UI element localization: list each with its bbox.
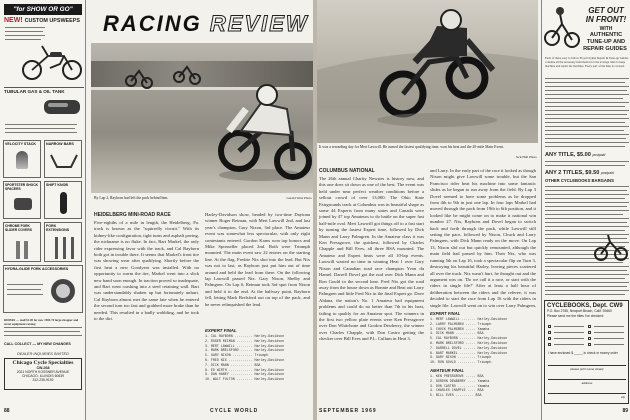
result-row: 1. KEN PRESSGROVE ..... BSA	[430, 374, 484, 378]
fork-icon	[16, 241, 20, 259]
article-title: HEIDELBERG MINI-ROAD RACE	[94, 212, 171, 218]
ad-tank-title: TUBULAR GAS & OIL TANK	[4, 87, 84, 94]
ad-other-bargains: OTHER CYCLEBOOKS BARGAINS	[545, 178, 614, 183]
fork-extension-label: FORK EXTENSIONS	[46, 224, 70, 232]
result-row: 4. CHARLES CHAPPLE .... BSA	[430, 388, 484, 393]
ad-headline-new: NEW!	[4, 17, 23, 24]
any-title-price: ANY TITLE, $5.00	[545, 152, 591, 158]
columbus-column-2: and Larry. In the early part of the race it looked as though Nixon might give Lawwill some trouble, but the San Francisco rider beat his machine into some fantastic slides as he began to run away from the field. By Lap 3 Dovel seemed to have some problems as he dropped from 4th to 9th in just one lap. In four laps Markel had moved through the pack from 19th to 6th position, and it looked like he might come on to make it national win number 27. Nix, Rayborn and Dovel began to switch back and forth through the pack, while Lawwill still setting the pace, followed by Nixon, Chuck and Larry Palmgren, with Dick Mann ready on the move. On Lap 13, Nixon slid out but quickly remounted, although the main field had passed by him. Then Nix, who was running 5th on Lap 16, took a spectacular flip on Turn 3, destroying his beautiful Harley, leaving pieces scattered all over the track. Nix wasn't hurt, he thought out and the argument was on. 'Do we call it a race, or start with the riders in single file?' After at least a half hour of deliberation between the riders and the referee, it was decided to start the race from Lap 16 with the riders in single file. Lawwill went on to win over Larry Palmgren,	[430, 168, 536, 308]
dirt-bike-illustration	[544, 4, 580, 48]
sportster-label: SPORTSTER SHOCK SPACERS	[5, 183, 38, 191]
handlebar-icon	[49, 153, 79, 169]
any2-title-price: ANY 2 TITLES, $9.50	[545, 170, 600, 176]
ad-order-prompt: Please send me the titles I've checked:	[547, 314, 604, 318]
address-field-label: address	[581, 381, 593, 385]
chrome-fork-label: CHROME FORK SLIDER COVERS	[5, 224, 32, 232]
dealer-inquiries: DEALER INQUIRIES INVITED	[17, 352, 69, 356]
lawwill-race-photo	[317, 0, 538, 143]
right-ad-column	[541, 0, 630, 420]
ad-company-name: CYCLEBOOKS, Dept. CW9	[547, 303, 623, 309]
result-row: 9. DAN HANEY ........... Harley-Davidson	[205, 372, 285, 377]
company-name: Chicago Cycle Specialties	[12, 360, 74, 366]
company-address1: 2021 NORTH KOSSNER AVENUE	[16, 370, 70, 374]
ad-get-out: GET OUT	[588, 6, 624, 15]
result-row: 1. CAL RAYBORN ......... Harley-Davidson	[205, 334, 285, 338]
result-row: 8. BART MARKEL ........ Harley-Davidson	[430, 350, 508, 355]
columbus-column-1: The 26th annual Charity Newsies is history now, and this one does sit down as one of the best. The event was held under near perfect weather conditions before a sellout crowd of over 13,000. The Ohio State Fairgrounds track at Columbus was in beautiful shape as some 44 Experts from many states and Canada were joined by 47 top Amateurs to do battle on the super fast half-mile oval. Mert Lawwill got things off to a fast start by turning the fastest Expert time, followed by Dick Mann and Larry Palmgren. In the Amateur class it was Ken Pressgrove, the quickest, followed by Charles Chapple and Bill Eves, all three BSA mounted. The Amateur and Expert heats were all 10-lap events. Lawwill wasted no time in winning Heat 1 over Gary Nixon and Canadian road race champion Yvon du Hamel. Darrell Dovel got the nod over Dick Mann and Ron Gould in the second heat. Fred Nix got the road away from the house down as Ronnie and Beat out Larry Palmgren and little Fred Nix in the final Expert go. Dave Aldana, the nation's No. 1 Amateur had equipment problems and could do no better than 7th in his heat, failing to qualify for an Amateur spot. The winners in the first two yellow plate events were Ken Pressgrove over Don Whitchone and Gordon Dewberry, the winner over Charles Chapple, with Don Castro getting the checker over Bill Eves and P.L. Cullum in Heat 3.	[319, 176, 424, 342]
right-footer-date: SEPTEMBER 1969	[319, 408, 377, 414]
racing-review-headline	[103, 11, 313, 41]
result-row: 5. BILL EVES ......... BSA	[430, 393, 482, 398]
result-row: 3. MERT LAWWILL ........ Harley-Davidson	[205, 343, 285, 348]
order-checkbox[interactable]	[548, 337, 551, 340]
ad-any2-title	[545, 170, 629, 176]
result-row: 6. FRED NIX ............ Harley-Davidson	[205, 357, 285, 362]
shift-knob-label: SHIFT KNOB	[46, 183, 68, 187]
motorcycle-racer-figure	[91, 43, 313, 193]
result-row: 6. MARK BRELSFORD ..... Harley-Davidson	[430, 340, 508, 345]
result-row: 7. DARRELL DOVEL ...... Harley-Davidson	[430, 345, 508, 350]
result-row: 8. ED WIRTH ............ Harley-Davidson	[205, 367, 285, 372]
fork-extension-box	[44, 222, 82, 262]
riders-catalog-text: RIDERS — mail $1.00 for new 1969-70 large chopper and street equipment catalog	[4, 318, 79, 326]
company-address2: CHICAGO, ILLINOIS 60639	[21, 374, 65, 378]
any-title-suffix: postpaid	[592, 153, 606, 157]
left-page	[0, 0, 313, 420]
company-phone: 312-235-9192	[32, 378, 54, 382]
address-field[interactable]	[548, 379, 626, 380]
shift-knob-box	[44, 181, 82, 219]
ad-body-text: Each of these easy to follow Floyd Clymer Repair & Tune-up Guides contains all the necessary information for the average rider to keep machine and repair the machine. Every part of the bike is covered.	[545, 56, 629, 68]
result-row: 2. LARRY PALMGREN ..... Triumph	[430, 321, 492, 326]
result-row: 3. DON CASTRO ......... Yamaha	[430, 383, 490, 388]
expert-final-list	[205, 334, 310, 382]
right-photo-credit: Jack Hall Photo	[515, 155, 537, 159]
right-photo-caption: It was a rewarding day for Mert Lawwill. He turned the fastest qualifying time, won his heat and the 20-mile Main Event.	[319, 145, 504, 149]
company-code: CW-268	[36, 366, 50, 370]
shift-knob-icon	[60, 192, 67, 214]
order-checkbox[interactable]	[548, 325, 551, 328]
fork-extension-icon	[55, 237, 58, 259]
ad-form-note: I have enclosed $ _____ in check or money order	[548, 351, 618, 355]
ad-company-address: P.O. Box 2785, Newport Beach, Calif. 92660	[547, 309, 612, 313]
hydra-glide-label: HYDRA-GLIDE FORK ACCESSORIES	[5, 267, 69, 271]
sportster-box	[3, 181, 41, 219]
ad-any-title	[545, 152, 629, 158]
top-race-photo	[91, 43, 313, 193]
result-row: 4. DICK MANN .......... BSA	[430, 331, 484, 336]
columbus-amateur-title: AMATEUR FINAL	[430, 368, 465, 373]
ad-in-front: IN FRONT!	[585, 15, 627, 24]
velocity-stack-box	[3, 140, 41, 178]
columbus-amateur-list	[430, 374, 536, 398]
call-collect-line: CALL COLLECT — MY NEW CHANGES	[4, 342, 71, 346]
ad-headline	[4, 17, 84, 24]
right-page-number: 89	[622, 408, 628, 414]
zip-field-label: zip	[621, 395, 625, 399]
ad-with: WITH	[599, 26, 613, 32]
small-bike-illustration	[594, 232, 628, 262]
headlight-icon	[48, 276, 78, 306]
columbus-expert-list	[430, 317, 536, 365]
top-photo-caption: By Lap 2, Rayborn had left the pack behind him.	[94, 196, 169, 200]
result-row: 5. GARY NIXON .......... Triumph	[205, 353, 269, 358]
order-checkbox[interactable]	[548, 331, 551, 334]
order-checkbox[interactable]	[588, 325, 591, 328]
tank-illustration	[42, 96, 84, 120]
columbus-title: COLUMBUS NATIONAL	[319, 168, 375, 174]
any2-title-suffix: postpaid	[600, 171, 614, 175]
result-row: 3. CHUCK PALMGREN ..... Yamaha	[430, 326, 490, 331]
company-box	[4, 358, 82, 390]
right-page	[317, 0, 630, 420]
order-checkbox[interactable]	[588, 337, 591, 340]
ad-authentic: AUTHENTIC	[589, 32, 623, 38]
result-row: 10. RON GOULD ......... Triumph	[430, 360, 492, 365]
result-row: 1. MERT LAWWILL ....... Harley-Davidson	[430, 317, 508, 321]
headline-review: REVIEW	[209, 11, 309, 36]
ad-banner: "for SHOW OR GO"	[4, 4, 82, 15]
columbus-expert-title: EXPERT FINAL	[430, 311, 461, 316]
result-row: 5. CAL RAYBORN ........ Harley-Davidson	[430, 336, 508, 341]
ad-repair: REPAIR GUIDES	[583, 46, 627, 52]
chopper-illustration	[20, 42, 84, 82]
narrow-bars-label: NARROW BARS	[46, 142, 74, 146]
chrome-fork-box	[3, 222, 41, 262]
name-field-label: please print name clearly	[570, 367, 604, 371]
velocity-stack-label: VELOCITY STACK	[5, 142, 37, 146]
result-row: 2. GORDON DEWBERRY .... Yamaha	[430, 378, 490, 383]
article-column-1: Five-eighths of a mile in length, the Heidelberg, Pa. track is known as the "squirrelly circuit." With its kidney-like configuration, tight turns and asphalt paving, the nickname is no fluke. In fact, Bart Markel, the only rider expressing favor with the track, and Cal Rayborn both got in trouble there. It seems that Markel's front tire was showing wear after qualifying. Shortly before the first heat a new Goodyear was installed. With no opportunity to warm the tire, Markel went into a slick new band soon enough. In traction proved so inadequate, and Bart went crashing into a steel retaining wall. Bart was understandably shaken up but fortunately unhurt. Cal Rayborn almost met the same fate when he entered the second turn too fast and grabbed more brake than he needed. This resulted in a badly wobbling, and he took to the dirt.	[94, 220, 199, 322]
headline-racing: RACING	[103, 11, 202, 36]
narrow-bars-box	[44, 140, 82, 178]
velocity-stack-icon	[16, 151, 28, 169]
ad-tuneup: TUNE-UP AND	[586, 39, 626, 45]
accessory-grid	[3, 140, 83, 262]
expert-final-title: EXPERT FINAL	[205, 328, 237, 333]
article-column-2: Harley-Davidson show, headed by two-time Daytona winner Roger Reiman, with Mert Lawwill 2nd, and last year's champion, Gary Nixon, 3rd place. The Amateur event was somewhat less spectacular, with only eight contestants entered. Gordon Karns won top honors and Mike Sponseller placed 2nd. Both were Triumph mounted. The main event saw 22 entries on the starting line. At the flag, Fredrie Nix shot into the lead. But Nix was not to last, as Rayborn just put him out of time around and held the lead from there. On the following lap Lawwill passed Nix. Gary Nixon, Shelby and Palmgren. On Lap 6, Reiman took 3rd spot from Nixon and held it to the end. At the halfway point, Rayborn fell, letting Mark Brelsford out on top of the pack, and he never relinquished the lead.	[205, 212, 310, 307]
result-row: 4. MARK BRELSFORD ...... Harley-Davidson	[205, 348, 285, 353]
result-row: 10. WALT FULTON ........ Harley-Davidson	[205, 377, 285, 382]
ad-headline-rest: CUSTOM UPSWEEPS	[24, 18, 80, 24]
order-checkbox[interactable]	[588, 331, 591, 334]
top-photo-credit: Gerald West Photo	[286, 196, 312, 200]
lawwill-racer-figure	[317, 0, 538, 143]
left-page-number: 88	[4, 408, 10, 414]
left-ad-column	[0, 0, 86, 420]
spacer-icon	[14, 198, 32, 210]
order-checkbox[interactable]	[588, 343, 591, 346]
order-checkbox[interactable]	[548, 343, 551, 346]
name-field[interactable]	[548, 365, 626, 366]
result-row: 7. DICK MANN ........... BSA	[205, 362, 261, 367]
result-row: 9. GARY NIXON ......... Triumph	[430, 355, 492, 360]
order-form-box	[544, 300, 629, 404]
result-row: 2. ROGER REIMAN ........ Harley-Davidson	[205, 338, 285, 343]
left-footer-title: CYCLE WORLD	[210, 408, 259, 414]
hydra-glide-box	[3, 265, 83, 313]
zip-field[interactable]	[548, 393, 626, 394]
